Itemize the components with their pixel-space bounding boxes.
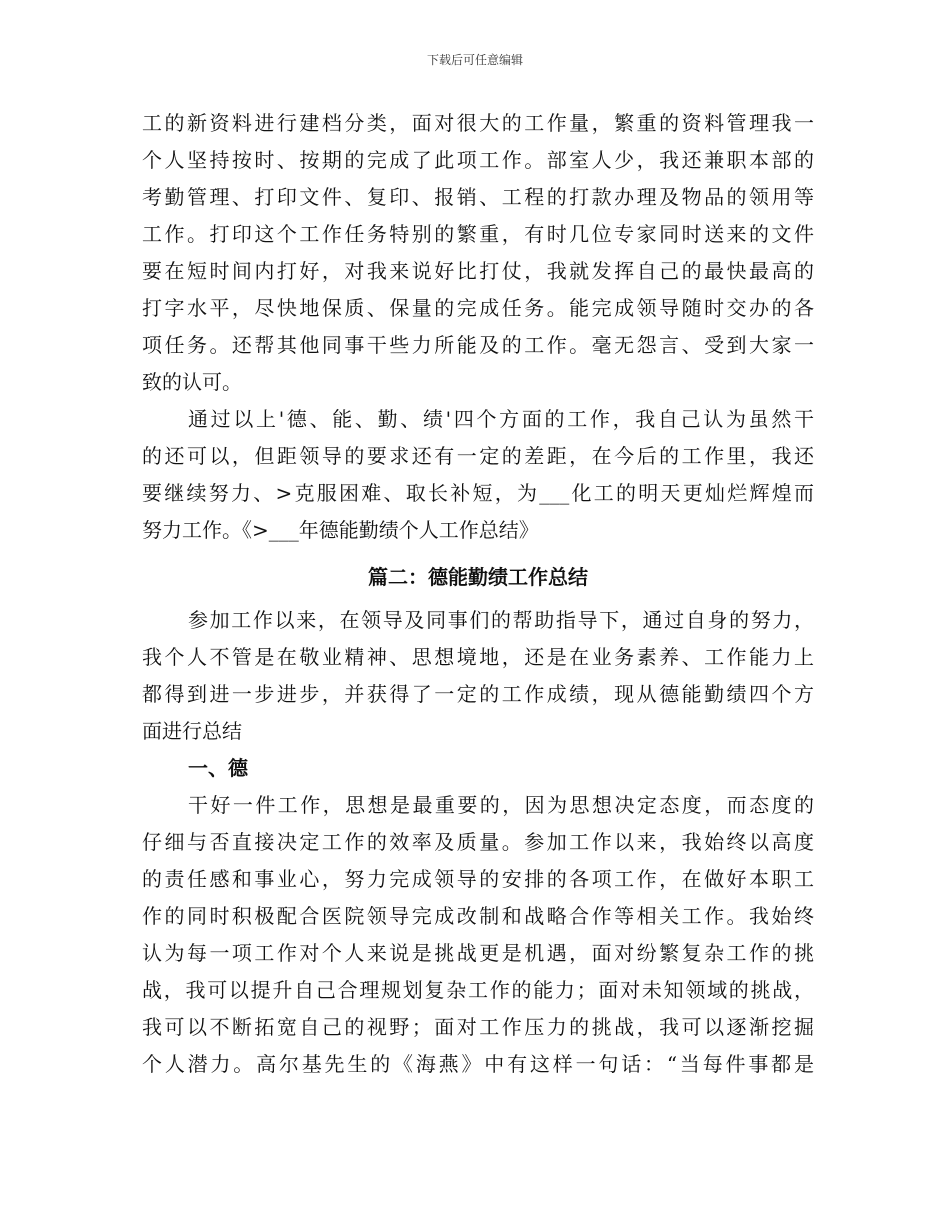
paragraph-line: 致的认可。 <box>142 370 242 394</box>
paragraph-line: 仔细与否直接决定工作的效率及质量。参加工作以来，我始终以高度 <box>142 830 814 854</box>
paragraph-line: 我个人不管是在敬业精神、思想境地，还是在业务素养、工作能力上 <box>142 645 814 669</box>
paragraph-line: 作的同时积极配合医院领导完成改制和战略合作等相关工作。我始终 <box>142 904 814 928</box>
paragraph-introduction <box>142 602 814 750</box>
paragraph-line: 个人潜力。高尔基先生的《海燕》中有这样一句话：“当每件事都是 <box>142 1052 814 1076</box>
paragraph-line: 个人坚持按时、按期的完成了此项工作。部室人少，我还兼职本部的 <box>142 148 814 172</box>
paragraph-line: 考勤管理、打印文件、复印、报销、工程的打款办理及物品的领用等 <box>142 185 814 209</box>
paragraph-line: 努力工作。《>___年德能勤绩个人工作总结》 <box>142 518 539 542</box>
paragraph-line: 我可以不断拓宽自己的视野；面对工作压力的挑战，我可以逐渐挖掘 <box>142 1015 814 1039</box>
paragraph-line: 要在短时间内打好，对我来说好比打仗，我就发挥自己的最快最高的 <box>142 259 814 283</box>
paragraph-line: 工作。打印这个工作任务特别的繁重，有时几位专家同时送来的文件 <box>142 222 814 246</box>
paragraph-resource-management <box>142 105 814 401</box>
paragraph-line: 项任务。还帮其他同事干些力所能及的工作。毫无怨言、受到大家一 <box>142 333 814 357</box>
paragraph-line: 的还可以，但距领导的要求还有一定的差距，在今后的工作里，我还 <box>142 444 814 468</box>
paragraph-line: 都得到进一步进步，并获得了一定的工作成绩，现从德能勤绩四个方 <box>142 682 814 706</box>
paragraph-line: 干好一件工作，思想是最重要的，因为思想决定态度，而态度的 <box>188 793 814 817</box>
paragraph-line: 打字水平，尽快地保质、保量的完成任务。能完成领导随时交办的各 <box>142 296 814 320</box>
paragraph-line: 工的新资料进行建档分类，面对很大的工作量，繁重的资料管理我一 <box>142 111 814 135</box>
paragraph-line: 的责任感和事业心，努力完成领导的安排的各项工作，在做好本职工 <box>142 867 814 891</box>
section-title: 篇二：德能勤绩工作总结 <box>368 565 588 589</box>
page-header: 下载后可任意编辑 <box>426 53 523 67</box>
document-body <box>142 105 814 1083</box>
paragraph-line: 要继续努力、>克服困难、取长补短，为___化工的明天更灿烂辉煌而 <box>142 481 814 505</box>
paragraph-conclusion <box>142 401 814 549</box>
paragraph-line: 面进行总结 <box>142 719 242 743</box>
paragraph-line: 认为每一项工作对个人来说是挑战更是机遇，面对纷繁复杂工作的挑 <box>142 941 814 965</box>
paragraph-line: 战，我可以提升自己合理规划复杂工作的能力；面对未知领域的挑战， <box>142 978 814 1002</box>
paragraph-line: 通过以上'德、能、勤、绩'四个方面的工作，我自己认为虽然干 <box>188 407 814 431</box>
subheading-de: 一、德 <box>188 756 248 780</box>
paragraph-de <box>142 787 814 1083</box>
paragraph-line: 参加工作以来，在领导及同事们的帮助指导下，通过自身的努力， <box>188 608 814 632</box>
